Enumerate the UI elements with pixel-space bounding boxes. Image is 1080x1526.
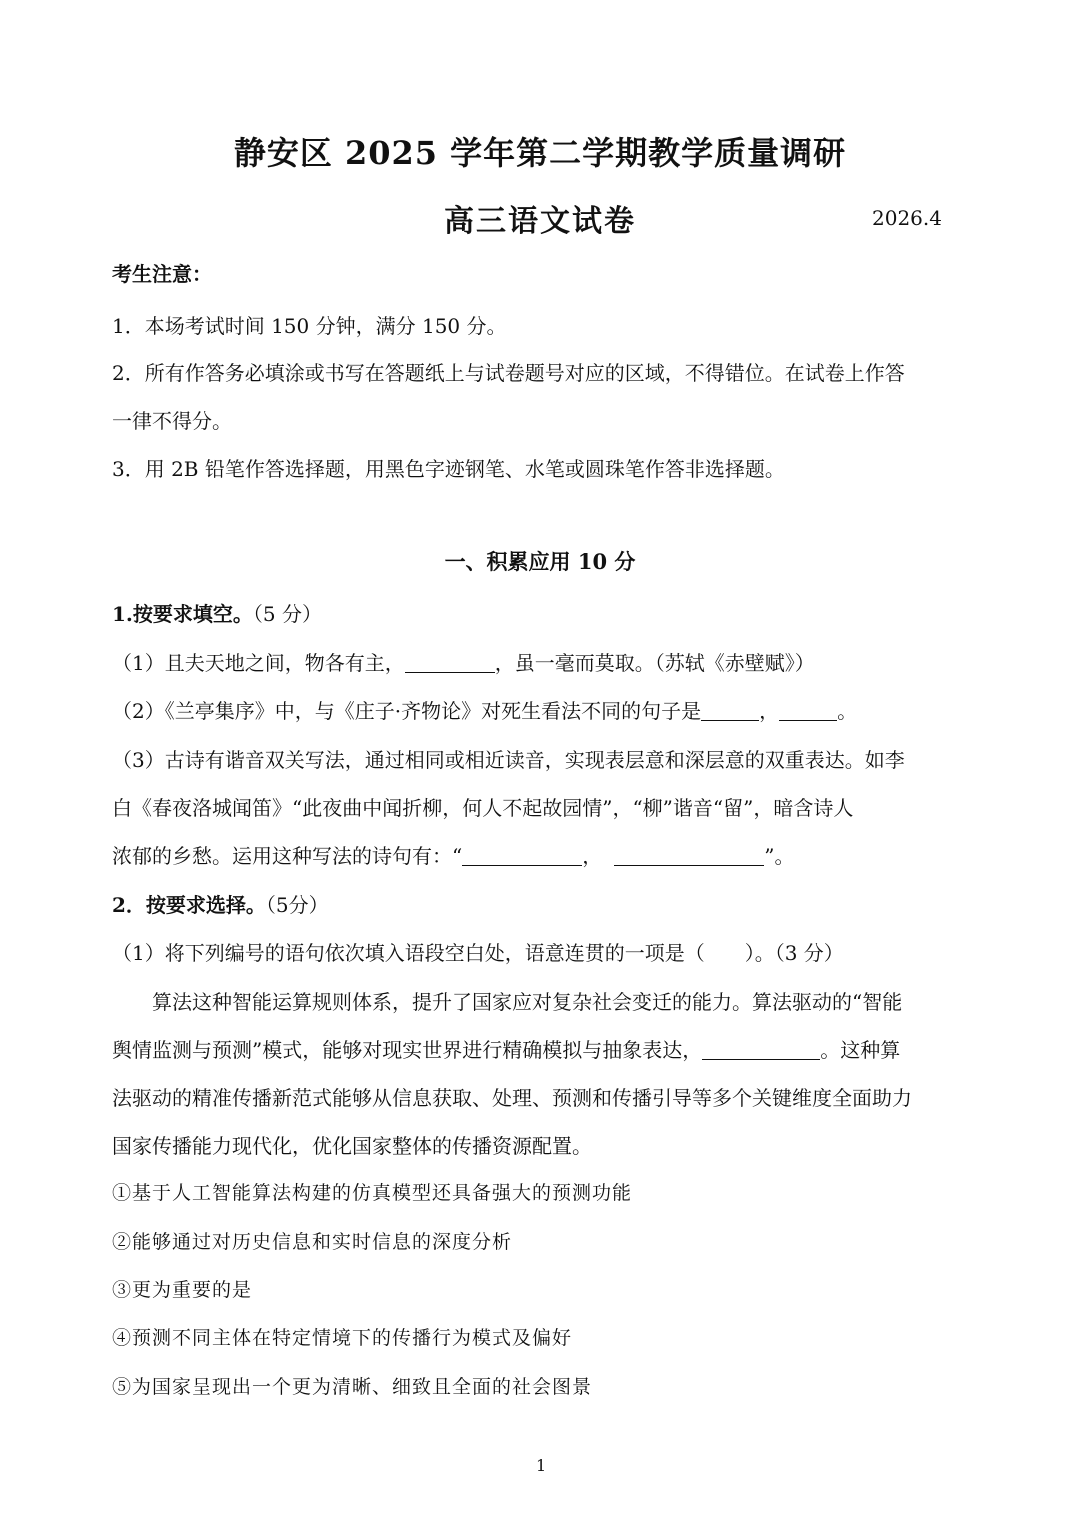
exam-date: 2026.4 xyxy=(872,206,942,230)
passage-line: 国家传播能力现代化，优化国家整体的传播资源配置。 xyxy=(112,1134,592,1158)
question-1-part-3-line: （3）古诗有谐音双关写法，通过相同或相近读音，实现表层意和深层意的双重表达。如李 xyxy=(112,748,905,772)
question-2-title: 2．按要求选择。 xyxy=(112,893,266,917)
page-number: 1 xyxy=(536,1456,547,1475)
passage-line: 法驱动的精准传播新范式能够从信息获取、处理、预测和传播引导等多个关键维度全面助力 xyxy=(112,1086,912,1110)
answer-blank xyxy=(779,700,837,721)
q1-p3-text-c: ”。 xyxy=(764,844,795,868)
answer-blank xyxy=(405,652,495,673)
question-2-sub-1: （1）将下列编号的语句依次填入语段空白处，语意连贯的一项是（ ）。（3 分） xyxy=(112,941,844,965)
question-1-part-3-line xyxy=(112,840,794,869)
answer-blank xyxy=(462,845,582,866)
option-item: ⑤为国家呈现出一个更为清晰、细致且全面的社会图景 xyxy=(112,1376,593,1398)
q1-p3-text-b: ， xyxy=(582,844,603,868)
q1-p2-text-c: 。 xyxy=(837,699,858,723)
passage-text-b: 。这种算 xyxy=(820,1038,901,1062)
passage-text-a: 舆情监测与预测”模式，能够对现实世界进行精确模拟与抽象表达， xyxy=(112,1038,703,1062)
exam-subtitle: 高三语文试卷 xyxy=(444,204,636,239)
passage-line: 算法这种智能运算规则体系，提升了国家应对复杂社会变迁的能力。算法驱动的“智能 xyxy=(152,990,903,1014)
q1-p1-text-a: （1）且夫天地之间，物各有主， xyxy=(112,651,405,675)
question-2-heading xyxy=(112,889,329,918)
q1-p2-text-a: （2）《兰亭集序》中，与《庄子·齐物论》对死生看法不同的句子是 xyxy=(112,699,702,723)
question-2-score: （5分） xyxy=(265,893,329,917)
question-1-part-2 xyxy=(112,695,857,724)
section-title: 一、积累应用 10 分 xyxy=(444,549,636,574)
question-1-score: （5 分） xyxy=(252,602,322,626)
question-1-heading xyxy=(112,598,322,627)
q1-p1-text-b: ，虽一毫而莫取。（苏轼《赤壁赋》） xyxy=(494,651,815,675)
question-1-part-1 xyxy=(112,647,815,676)
notice-heading: 考生注意： xyxy=(112,262,212,286)
answer-blank xyxy=(614,845,764,866)
notice-item: 一律不得分。 xyxy=(112,409,232,433)
question-1-part-3-line: 白《春夜洛城闻笛》“此夜曲中闻折柳，何人不起故园情”，“柳”谐音“留”，暗含诗人 xyxy=(112,796,854,820)
q1-p3-text-a: 浓郁的乡愁。运用这种写法的诗句有：“ xyxy=(112,844,463,868)
answer-blank xyxy=(702,1039,820,1060)
option-item: ①基于人工智能算法构建的仿真模型还具备强大的预测功能 xyxy=(112,1182,633,1204)
notice-item: 2．所有作答务必填涂或书写在答题纸上与试卷题号对应的区域，不得错位。在试卷上作答 xyxy=(112,361,905,385)
option-item: ②能够通过对历史信息和实时信息的深度分析 xyxy=(112,1231,513,1253)
exam-title: 静安区 2025 学年第二学期教学质量调研 xyxy=(233,134,847,172)
question-1-title: 1.按要求填空。 xyxy=(112,602,253,626)
option-item: ③更为重要的是 xyxy=(112,1279,253,1301)
q1-p2-text-b: ， xyxy=(759,699,780,723)
passage-line xyxy=(112,1034,900,1063)
notice-item: 3．用 2B 铅笔作答选择题，用黑色字迹钢笔、水笔或圆珠笔作答非选择题。 xyxy=(112,457,785,481)
option-item: ④预测不同主体在特定情境下的传播行为模式及偏好 xyxy=(112,1327,573,1349)
answer-blank xyxy=(701,700,759,721)
notice-item: 1．本场考试时间 150 分钟，满分 150 分。 xyxy=(112,314,507,338)
